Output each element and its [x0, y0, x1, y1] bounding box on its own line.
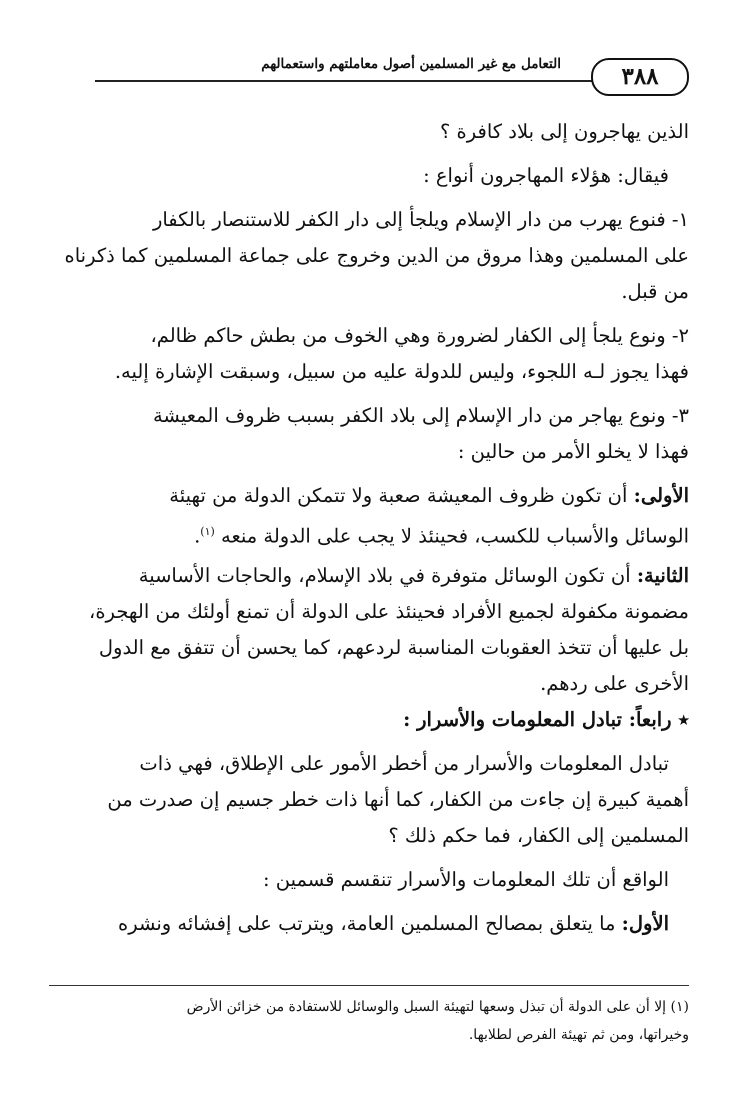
text-line: بل عليها أن تتخذ العقوبات المناسبة لردعهم، كما يحسن أن تتفق مع الدول — [98, 636, 689, 659]
paragraph-second-case — [62, 558, 689, 594]
text-line: أن تكون ظروف المعيشة صعبة ولا تتمكن الدولة من تهيئة — [169, 484, 628, 507]
text-line: المسلمين إلى الكفار، فما حكم ذلك ؟ — [388, 824, 689, 847]
footnote-text: إلا أن على الدولة أن تبذل وسعها لتهيئة السبل والوسائل للاستفادة من خزائن الأرض — [186, 999, 667, 1015]
text-line: فهذا يجوز لـه اللجوء، وليس للدولة عليه من سبيل، وسبقت الإشارة إليه. — [114, 360, 689, 383]
text-line: مضمونة مكفولة لجميع الأفراد فحينئذ على الدولة أن تمنع أولئك من الهجرة، — [89, 600, 689, 623]
footnote-number: (١) — [670, 999, 689, 1015]
label-first: الأولى: — [633, 484, 689, 507]
text-line: ٢- ونوع يلجأ إلى الكفار لضرورة وهي الخوف من بطش حاكم ظالم، — [150, 324, 689, 347]
paragraph-first-part — [62, 906, 689, 942]
text-line: أهمية كبيرة إن جاءت من الكفار، كما أنها ذات خطر جسيم إن صدرت من — [107, 788, 689, 811]
page-header — [0, 50, 751, 94]
section-heading: ٭ رابعاً: تبادل المعلومات والأسرار : — [403, 708, 689, 731]
text-line: ١- فنوع يهرب من دار الإسلام ويلجأ إلى دار الكفر للاستنصار بالكفار — [152, 208, 689, 231]
footnote-line: وخيراتها، ومن ثم تهيئة الفرص لطلابها. — [468, 1027, 689, 1043]
footnotes — [62, 993, 689, 1049]
text-line: أن تكون الوسائل متوفرة في بلاد الإسلام، والحاجات الأساسية — [138, 564, 631, 587]
label-first-part: الأول: — [621, 912, 669, 935]
text-line: الوسائل والأسباب للكسب، فحينئذ لا يجب على الدولة منعه — [221, 524, 689, 548]
text-line: من قبل. — [621, 280, 689, 303]
text-line: فهذا لا يخلو الأمر من حالين : — [457, 440, 689, 463]
footnote-divider — [49, 985, 689, 986]
text-line: الواقع أن تلك المعلومات والأسرار تنقسم قسمين : — [262, 868, 669, 891]
running-title: التعامل مع غير المسلمين أصول معاملتهم واستعمالهم — [261, 56, 561, 72]
footnote-marker: (١) — [200, 525, 215, 538]
text-line: الذين يهاجرون إلى بلاد كافرة ؟ — [440, 120, 689, 143]
header-rule — [95, 80, 641, 82]
paragraph-first-case-cont: الوسائل والأسباب للكسب، فحينئذ لا يجب على الدولة منعه $^{(١)}$. — [194, 524, 689, 548]
page-number: ٣٨٨ — [591, 58, 689, 96]
text-line: فيقال: هؤلاء المهاجرون أنواع : — [423, 164, 669, 187]
footnote-line — [62, 993, 689, 1021]
text-line: الأخرى على ردهم. — [540, 672, 689, 695]
text-line: على المسلمين وهذا مروق من الدين وخروج على جماعة المسلمين كما ذكرناه — [64, 244, 689, 267]
label-second: الثانية: — [636, 564, 689, 587]
text-line: ٣- ونوع يهاجر من دار الإسلام إلى بلاد الكفر بسبب ظروف المعيشة — [152, 404, 689, 427]
paragraph-first-case — [62, 478, 689, 514]
text-line: تبادل المعلومات والأسرار من أخطر الأمور على الإطلاق، فهي ذات — [139, 752, 669, 775]
text-line: ما يتعلق بمصالح المسلمين العامة، ويترتب على إفشائه ونشره — [118, 912, 616, 935]
main-text — [62, 114, 689, 942]
